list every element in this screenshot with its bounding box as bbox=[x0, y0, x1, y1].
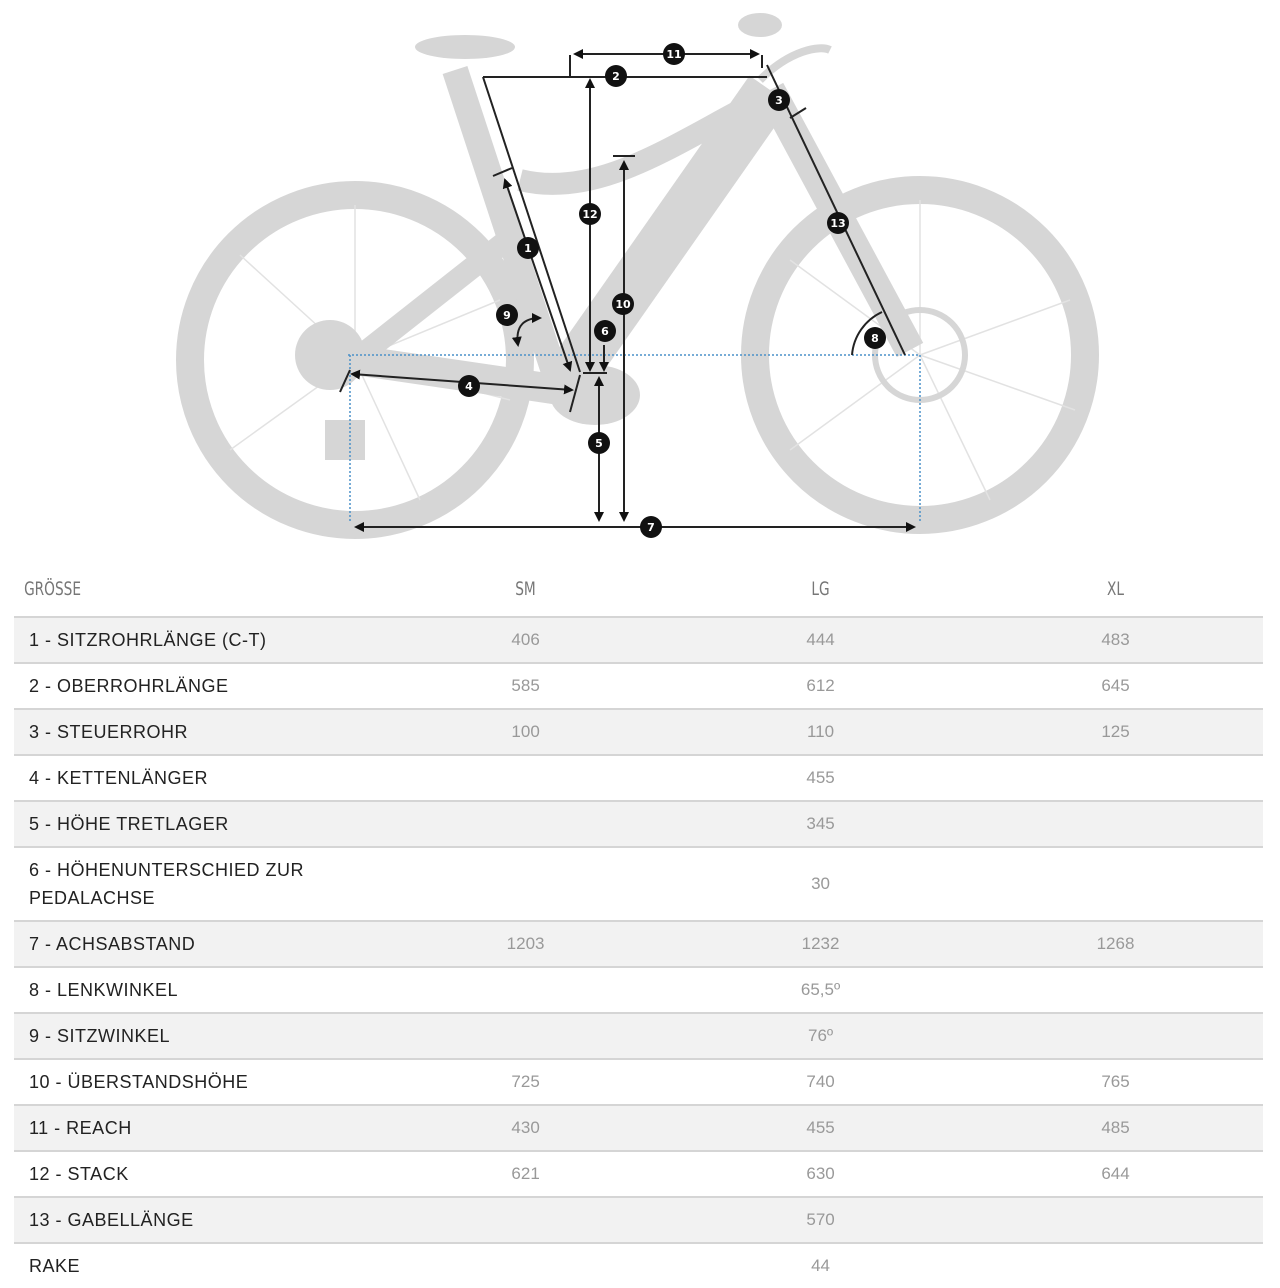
bike-geometry-diagram bbox=[0, 0, 1280, 560]
table-row bbox=[14, 801, 1263, 847]
value-lg: 630 bbox=[673, 1151, 968, 1197]
value-sm bbox=[378, 801, 673, 847]
row-label: 3 - STEUERROHR bbox=[14, 709, 378, 755]
value-lg: 44 bbox=[673, 1243, 968, 1288]
row-label: 8 - LENKWINKEL bbox=[14, 967, 378, 1013]
svg-text:10: 10 bbox=[615, 298, 631, 311]
svg-text:1: 1 bbox=[524, 242, 532, 255]
value-xl bbox=[968, 1243, 1263, 1288]
table-row bbox=[14, 755, 1263, 801]
value-sm: 585 bbox=[378, 663, 673, 709]
value-lg: 444 bbox=[673, 617, 968, 663]
table-row bbox=[14, 1013, 1263, 1059]
table-row bbox=[14, 1243, 1263, 1288]
size-header-sm: SM bbox=[515, 578, 536, 600]
row-label: 11 - REACH bbox=[14, 1105, 378, 1151]
value-sm bbox=[378, 967, 673, 1013]
value-xl bbox=[968, 847, 1263, 921]
row-label: 4 - KETTENLÄNGER bbox=[14, 755, 378, 801]
value-xl bbox=[968, 801, 1263, 847]
callout-4 bbox=[458, 375, 480, 397]
value-sm: 725 bbox=[378, 1059, 673, 1105]
value-lg: 30 bbox=[673, 847, 968, 921]
svg-text:12: 12 bbox=[582, 208, 598, 221]
svg-text:2: 2 bbox=[612, 70, 620, 83]
value-sm bbox=[378, 755, 673, 801]
svg-text:3: 3 bbox=[775, 94, 783, 107]
row-label: 12 - STACK bbox=[14, 1151, 378, 1197]
callout-7 bbox=[640, 516, 662, 538]
svg-text:6: 6 bbox=[601, 325, 609, 338]
table-row bbox=[14, 847, 1263, 921]
value-xl bbox=[968, 1013, 1263, 1059]
value-xl: 485 bbox=[968, 1105, 1263, 1151]
table-row bbox=[14, 967, 1263, 1013]
row-label: 1 - SITZROHRLÄNGE (C-T) bbox=[14, 617, 378, 663]
row-label: RAKE bbox=[14, 1243, 378, 1288]
row-label: 10 - ÜBERSTANDSHÖHE bbox=[14, 1059, 378, 1105]
row-label: 9 - SITZWINKEL bbox=[14, 1013, 378, 1059]
value-xl: 483 bbox=[968, 617, 1263, 663]
callout-1 bbox=[517, 237, 539, 259]
value-lg: 740 bbox=[673, 1059, 968, 1105]
value-sm bbox=[378, 1197, 673, 1243]
value-sm: 100 bbox=[378, 709, 673, 755]
value-lg: 65,5º bbox=[673, 967, 968, 1013]
callout-6 bbox=[594, 320, 616, 342]
row-label: 7 - ACHSABSTAND bbox=[14, 921, 378, 967]
value-sm bbox=[378, 1013, 673, 1059]
table-row bbox=[14, 1151, 1263, 1197]
value-xl bbox=[968, 755, 1263, 801]
size-column-header: GRÖSSE bbox=[24, 578, 81, 600]
table-header-row bbox=[14, 562, 1263, 617]
value-xl: 1268 bbox=[968, 921, 1263, 967]
value-lg: 76º bbox=[673, 1013, 968, 1059]
callout-13 bbox=[827, 212, 849, 234]
value-sm: 406 bbox=[378, 617, 673, 663]
value-sm: 430 bbox=[378, 1105, 673, 1151]
value-lg: 345 bbox=[673, 801, 968, 847]
row-label: 6 - HÖHENUNTERSCHIED ZUR PEDALACHSE bbox=[14, 847, 378, 921]
value-xl: 125 bbox=[968, 709, 1263, 755]
value-lg: 455 bbox=[673, 1105, 968, 1151]
table-row bbox=[14, 1105, 1263, 1151]
value-sm bbox=[378, 847, 673, 921]
svg-text:9: 9 bbox=[503, 309, 511, 322]
row-label: 5 - HÖHE TRETLAGER bbox=[14, 801, 378, 847]
table-row bbox=[14, 663, 1263, 709]
row-label: 2 - OBERROHRLÄNGE bbox=[14, 663, 378, 709]
table-row bbox=[14, 921, 1263, 967]
value-sm: 621 bbox=[378, 1151, 673, 1197]
size-header-lg: LG bbox=[811, 578, 830, 600]
value-lg: 110 bbox=[673, 709, 968, 755]
svg-text:7: 7 bbox=[647, 521, 655, 534]
size-header-xl: XL bbox=[1107, 578, 1125, 600]
table-row bbox=[14, 1059, 1263, 1105]
value-xl: 765 bbox=[968, 1059, 1263, 1105]
callout-10 bbox=[612, 293, 634, 315]
svg-text:5: 5 bbox=[595, 437, 603, 450]
table-row bbox=[14, 617, 1263, 663]
value-lg: 612 bbox=[673, 663, 968, 709]
svg-text:11: 11 bbox=[666, 48, 682, 61]
value-xl bbox=[968, 967, 1263, 1013]
svg-text:8: 8 bbox=[871, 332, 879, 345]
callout-8 bbox=[864, 327, 886, 349]
callout-9 bbox=[496, 304, 518, 326]
bike-silhouette bbox=[190, 13, 1085, 525]
value-lg: 455 bbox=[673, 755, 968, 801]
svg-text:4: 4 bbox=[465, 380, 473, 393]
callout-3 bbox=[768, 89, 790, 111]
value-xl: 644 bbox=[968, 1151, 1263, 1197]
row-label: 13 - GABELLÄNGE bbox=[14, 1197, 378, 1243]
callout-12 bbox=[579, 203, 601, 225]
value-lg: 1232 bbox=[673, 921, 968, 967]
geometry-table bbox=[14, 562, 1263, 1288]
value-sm: 1203 bbox=[378, 921, 673, 967]
value-lg: 570 bbox=[673, 1197, 968, 1243]
value-sm bbox=[378, 1243, 673, 1288]
callout-2 bbox=[605, 65, 627, 87]
callout-11 bbox=[663, 43, 685, 65]
table-row bbox=[14, 709, 1263, 755]
svg-text:13: 13 bbox=[830, 217, 846, 230]
value-xl: 645 bbox=[968, 663, 1263, 709]
callout-5 bbox=[588, 432, 610, 454]
table-row bbox=[14, 1197, 1263, 1243]
value-xl bbox=[968, 1197, 1263, 1243]
